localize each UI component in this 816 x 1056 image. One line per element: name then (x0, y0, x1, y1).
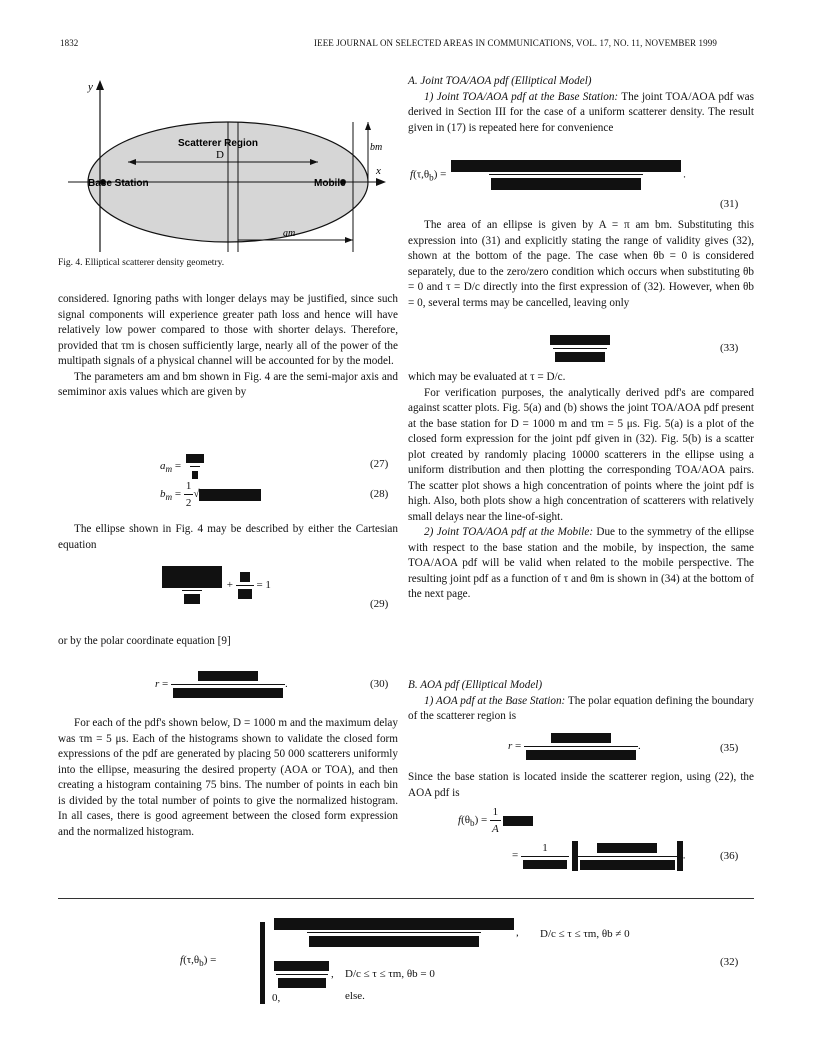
subsection-1-text: The joint TOA/AOA pdf was derived in Section III for the case of a uniform scatterer density. The result given in (17) is repeated here for convenience (408, 90, 754, 134)
equation-35: r = . (508, 732, 641, 761)
equation-35-number: (35) (720, 742, 739, 754)
verification-paragraph: For verification purposes, the analytically derived pdf's are compared against scatter plots. Fig. 5(a) and (b) shows the joint TOA/AOA pdf present at the base station for D = 1000 m and τm = 5 μs. Fig. 5(a) is a plot of the closed form expression for the joint pdf given in (32). Fig. 5(b) is a scatter plot created by randomly placing 10000 scatterers in the ellipse using a uniform distribution and then plotting the corresponding TOA/AOA pairs. The scatter plot shows a high concentration of points where the joint pdf is high. Also, both plots show a high concentration of scatterers with relatively small delays near the line-of-sight. (408, 386, 754, 523)
equation-29: + = 1 (160, 566, 271, 605)
page-number: 1832 (60, 38, 79, 48)
figure-caption: Fig. 4. Elliptical scatterer density geometry. (58, 258, 225, 268)
x-axis-label: x (376, 165, 381, 177)
evaluate-paragraph: which may be evaluated at τ = D/c. (408, 371, 566, 383)
journal-header: IEEE JOURNAL ON SELECTED AREAS IN COMMUNICATIONS, VOL. 17, NO. 11, NOVEMBER 1999 (314, 38, 717, 48)
equation-36: $f(\theta_b)$ = $\frac{1}{A}$ = 1 . (458, 806, 685, 871)
bottom-divider (58, 898, 754, 899)
section-a-heading: A. Joint TOA/AOA pdf (Elliptical Model) (408, 75, 592, 87)
equation-32-number: (32) (720, 956, 739, 968)
equation-27: $a_m$ = (160, 452, 206, 481)
left-paragraph-1: considered. Ignoring paths with longer delays may be justified, since such signal components will experience greater path loss and hence will have relatively low power compared to those with shorter delays. Therefore, provided that τm is chosen sufficiently large, nearly all of the power of the multipath signals of a physical channel will be accounted for by the model. (58, 293, 398, 367)
equation-28: $b_m$ = $\frac{1}{2}$ √ (160, 480, 261, 509)
section-b-heading: B. AOA pdf (Elliptical Model) (408, 679, 543, 691)
equation-30: r = . (155, 670, 288, 699)
subsection-2-text: Due to the symmetry of the ellipse with respect to the base station and the mobile, by inspection, the same TOA/AOA pdf will be valid when related to the mobile perspective. The resulting joint pdf as a function of τ and θm is shown in (34) at the bottom of the next page. (408, 526, 755, 600)
since-paragraph: Since the base station is located inside the scatterer region, using (22), the AOA pdf is (408, 771, 754, 799)
condition-else: else. (345, 990, 365, 1002)
base-station-label: Base Station (88, 178, 149, 189)
left-paragraph-3: The ellipse shown in Fig. 4 may be described by either the Cartesian equation (58, 523, 398, 551)
equation-33 (548, 334, 612, 363)
distance-d-label: D (216, 149, 224, 161)
left-paragraph-5: For each of the pdf's shown below, D = 1000 m and the maximum delay was τm = 5 μs. Each of the histograms shown to validate the closed form expressions of the pdf are generated by placing 50 000 scatterers uniformly into the ellipse, measuring the desired property (AOA or TOA), and then creating a histogram containing 75 bins. The number of points in each bin is divided by the total number of points to give the normalized histogram. In all cases, there is good agreement between the closed form expression and the normalized histogram. (58, 717, 398, 838)
y-axis-label: y (88, 81, 93, 93)
equation-33-number: (33) (720, 342, 739, 354)
elliptical-geometry-diagram (58, 72, 388, 262)
semi-major-label: am (283, 228, 296, 239)
equation-31-number: (31) (720, 198, 739, 210)
mobile-label: Mobile (314, 178, 346, 189)
scatterer-region-label: Scatterer Region (178, 138, 259, 149)
left-paragraph-2: The parameters am and bm shown in Fig. 4 are the semi-major axis and semiminor axis values which are given by (58, 370, 398, 398)
left-paragraph-4: or by the polar coordinate equation [9] (58, 635, 231, 647)
equation-29-number: (29) (370, 598, 389, 610)
subsection-1-title: 1) Joint TOA/AOA pdf at the Base Station: (424, 90, 619, 103)
figure-4 (58, 72, 388, 262)
semi-minor-label: bm (370, 142, 383, 153)
subsection-3-text: The polar equation defining the boundary of the scatterer region is (408, 694, 755, 722)
condition-1: D/c ≤ τ ≤ τm, θb ≠ 0 (540, 928, 630, 940)
equation-36-number: (36) (720, 850, 739, 862)
area-paragraph: The area of an ellipse is given by A = π am bm. Substituting this expression into (31) and explicitly stating the range of validity gives (32), shown at the bottom of the page. The case when θb = 0 is considered separately, due to the zero/zero condition which occurs when substituting θb = 0 and τ = D/c directly into the first expression of (32). However, when θb = 0, several terms may be cancelled, leaving only (408, 219, 754, 309)
equation-30-number: (30) (370, 678, 389, 690)
equation-32: $f(\tau,\theta_b)$ = , , 0, D/c ≤ τ ≤ τm, θb ≠ 0 D/c ≤ τ ≤ τm, θb = 0 else. (180, 916, 740, 1006)
subsection-3-title: 1) AOA pdf at the Base Station: (424, 694, 566, 707)
subsection-2-title: 2) Joint TOA/AOA pdf at the Mobile: (424, 526, 594, 538)
equation-27-number: (27) (370, 458, 389, 470)
equation-28-number: (28) (370, 488, 389, 500)
equation-31: $f(\tau,\theta_b)$ = . (410, 160, 686, 190)
condition-2: D/c ≤ τ ≤ τm, θb = 0 (345, 968, 435, 980)
